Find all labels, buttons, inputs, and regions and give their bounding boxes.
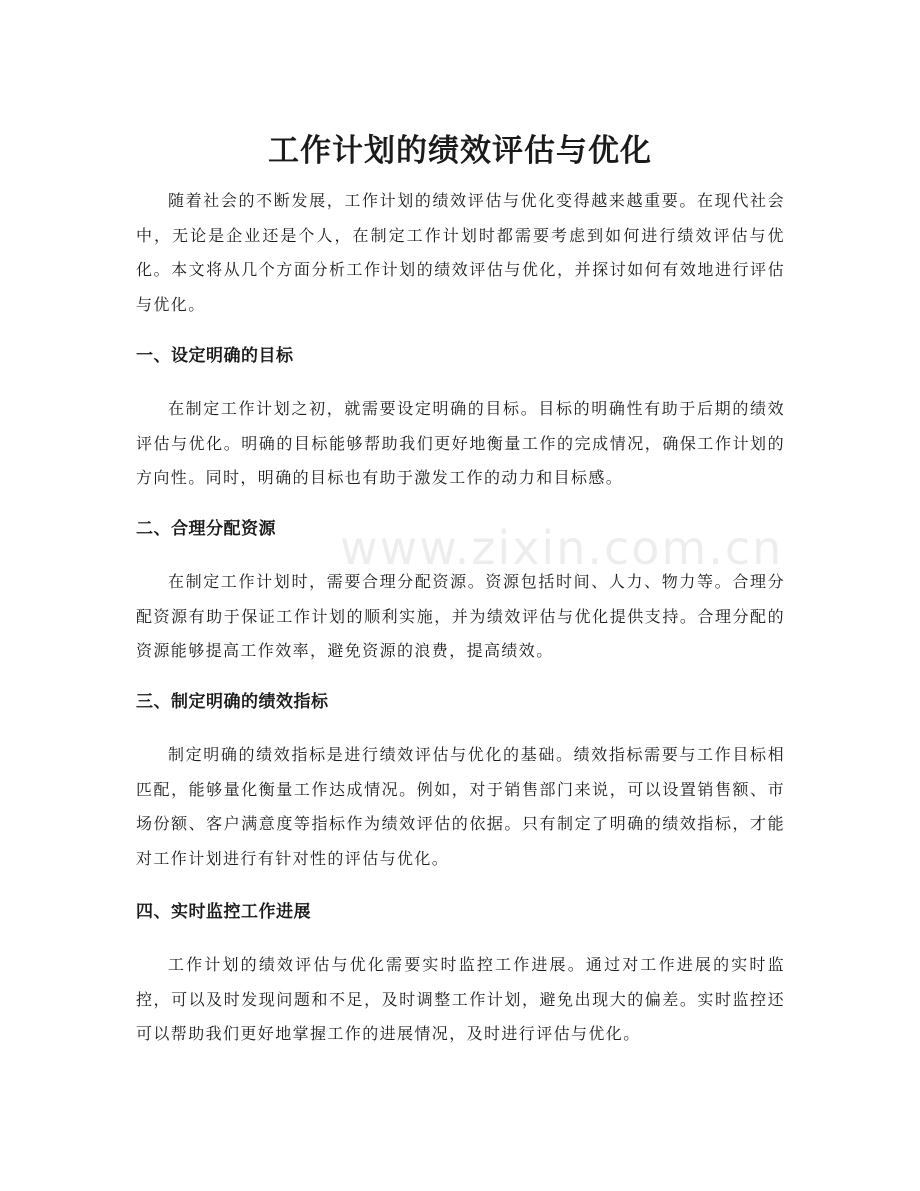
watermark: www.zixin.com.cn — [340, 521, 784, 575]
page-title: 工作计划的绩效评估与优化 — [268, 132, 652, 169]
section-heading-3: 三、制定明确的绩效指标 — [136, 692, 329, 712]
intro-paragraph: 随着社会的不断发展，工作计划的绩效评估与优化变得越来越重要。在现代社会中，无论是企业还是个人，在制定工作计划时都需要考虑到如何进行绩效评估与优化。本文将从几个方面分析工作计划的绩效评估与优化，并探讨如何有效地进行评估与优化。 — [136, 191, 785, 314]
section-body-3: 制定明确的绩效指标是进行绩效评估与优化的基础。绩效指标需要与工作目标相匹配，能够量化衡量工作达成情况。例如，对于销售部门来说，可以设置销售额、市场份额、客户满意度等指标作为绩效评估的依据。只有制定了明确的绩效指标，才能对工作计划进行有针对性的评估与优化。 — [136, 745, 785, 868]
section-body-4: 工作计划的绩效评估与优化需要实时监控工作进展。通过对工作进展的实时监控，可以及时发现问题和不足，及时调整工作计划，避免出现大的偏差。实时监控还可以帮助我们更好地掌握工作的进展情况，及时进行评估与优化。 — [136, 955, 785, 1043]
section-body-2: 在制定工作计划时，需要合理分配资源。资源包括时间、人力、物力等。合理分配资源有助于保证工作计划的顺利实施，并为绩效评估与优化提供支持。合理分配的资源能够提高工作效率，避免资源的浪费，提高绩效。 — [136, 572, 785, 660]
section-heading-1: 一、设定明确的目标 — [136, 346, 294, 366]
section-body-1: 在制定工作计划之初，就需要设定明确的目标。目标的明确性有助于后期的绩效评估与优化。明确的目标能够帮助我们更好地衡量工作的完成情况，确保工作计划的方向性。同时，明确的目标也有助于激发工作的动力和目标感。 — [136, 399, 785, 487]
section-heading-2: 二、合理分配资源 — [136, 519, 276, 539]
section-heading-4: 四、实时监控工作进展 — [136, 902, 311, 922]
